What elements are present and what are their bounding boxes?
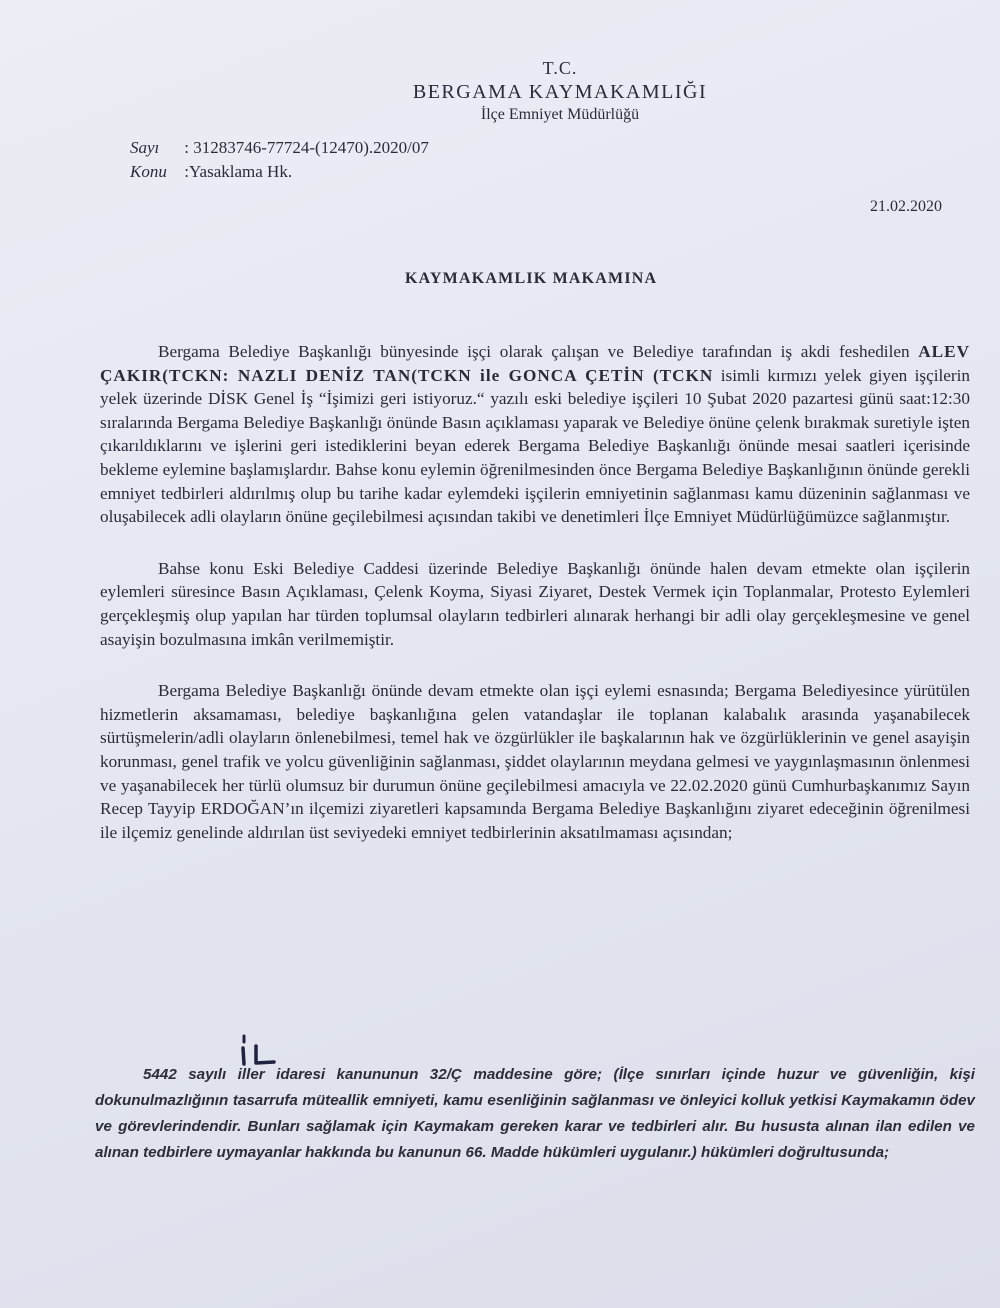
law-reference: 5442 sayılı (143, 1066, 238, 1083)
reference-number-row (130, 136, 429, 160)
document-date: 21.02.2020 (870, 198, 942, 215)
subject-label: Konu (130, 162, 167, 181)
paragraph-1-intro: Bergama Belediye Başkanlığı bünyesinde işçi olarak çalışan ve Belediye tarafından iş akdi feshedilen (158, 342, 919, 361)
paragraph-3: Bergama Belediye Başkanlığı önünde devam etmekte olan işçi eylemi esnasında; Bergama Belediyesince yürütülen hizmetlerin aksamaması, belediye başkanlığına gelen vatandaşlar ile toplanan kalabalık arasında yaşanabilecek sürtüşmelerin/adli olayların önlenebilmesi, temel hak ve özgürlükler ile başkalarının hak ve özgürlüklerinin ve genel asayişin korunması, genel trafik ve yolcu güvenliğinin sağlanması, şiddet olaylarının meydana gelmesi ve yaygınlaşmasının önlenmesi ve yaşanabilecek her türlü olumsuz bir durumun önüne geçilebilmesi amacıyla ve 22.02.2020 günü Cumhurbaşkanımız Sayın Recep Tayyip ERDOĞAN’ın ilçemizi ziyaretleri kapsamında Bergama Belediye Başkanlığını ziyaret edeceğinin öğrenilmesi ile ilçemiz genelinde aldırılan üst seviyedeki emniyet tedbirlerinin aksatılmaması açısından; (100, 681, 970, 842)
paragraph-1 (100, 340, 970, 529)
legal-basis-paragraph (95, 1062, 975, 1166)
letterhead (380, 58, 740, 124)
reference-number-label: Sayı (130, 138, 160, 157)
worker-names: ALEV ÇAKIR(TCKN: NAZLI DENİZ TAN(TCKN ile GONCA ÇETİN (TCKN (100, 342, 970, 385)
letterhead-department: İlçe Emniyet Müdürlüğü (480, 106, 640, 123)
reference-number-value: : 31283746-77724-(12470).2020/07 (184, 138, 429, 157)
letter-body (100, 340, 970, 884)
letterhead-organization: BERGAMA KAYMAKAMLIĞI (412, 81, 708, 103)
letterhead-tc: T.C. (542, 58, 578, 78)
paragraph-2: Bahse konu Eski Belediye Caddesi üzerinde Belediye Başkanlığı önünde halen devam etmekte olan işçilerin eylemleri süresince Basın Açıklaması, Çelenk Koyma, Siyasi Ziyaret, Destek Vermek için Toplanmalar, Protesto Eylemleri gerçekleşmiş olup yapılan har türden toplumsal olayların tedbirleri alınarak herhangi bir adli olay gerçekleşmesine ve genel asayişin bozulmasına imkân verilmemiştir. (100, 558, 970, 649)
legal-text: idaresi kanununun 32/Ç maddesine göre; (İlçe sınırları içinde huzur ve güvenliğin, kişi dokunulmazlığının tasarrufa müteallik emniyeti, kamu esenliğinin sağlanması ve önleyici kolluk yetkisi Kaymakamın ödev ve görevlerindendir. Bunları sağlamak için Kaymakam gereken karar ve tedbirleri alır. Bu hususta alınan ilan edilen ve alınan tedbirlere uymayanlar hakkında bu kanunun 66. Madde hükümleri uygulanır.) hükümleri doğrultusunda; (95, 1066, 975, 1161)
subject-row (130, 160, 429, 184)
struck-word: iller (237, 1066, 265, 1083)
document-meta (130, 136, 429, 184)
paragraph-1-rest: isimli kırmızı yelek giyen işçilerin yelek üzerinde DİSK Genel İş “İşimizi geri istiyoruz.“ yazılı eski belediye işçileri 10 Şubat 2020 pazartesi günü saat:12:30 sıralarında Bergama Belediye Başkanlığı önünde Basın açıklaması yaparak ve Belediye önüne çelenk bırakmak suretiyle işten çıkarıldıklarını ve işlerini geri istediklerini beyan ederek Bergama Belediye Başkanlığı önünde mesai saatleri içerisinde bekleme eylemine başlamışlardır. Bahse konu eylemin öğrenilmesinden önce Bergama Belediye Başkanlığının önünde gerekli emniyet tedbirleri aldırılmış olup bu tarihe kadar eylemdeki işçilerin emniyetinin sağlanması kamu düzeninin sağlanması ve oluşabilecek adli olayların önüne geçilebilmesi açısından takibi ve denetimleri İlçe Emniyet Müdürlüğümüzce sağlanmıştır. (100, 365, 970, 527)
addressee-title: KAYMAKAMLIK MAKAMINA (405, 270, 658, 287)
subject-value: :Yasaklama Hk. (184, 162, 293, 181)
